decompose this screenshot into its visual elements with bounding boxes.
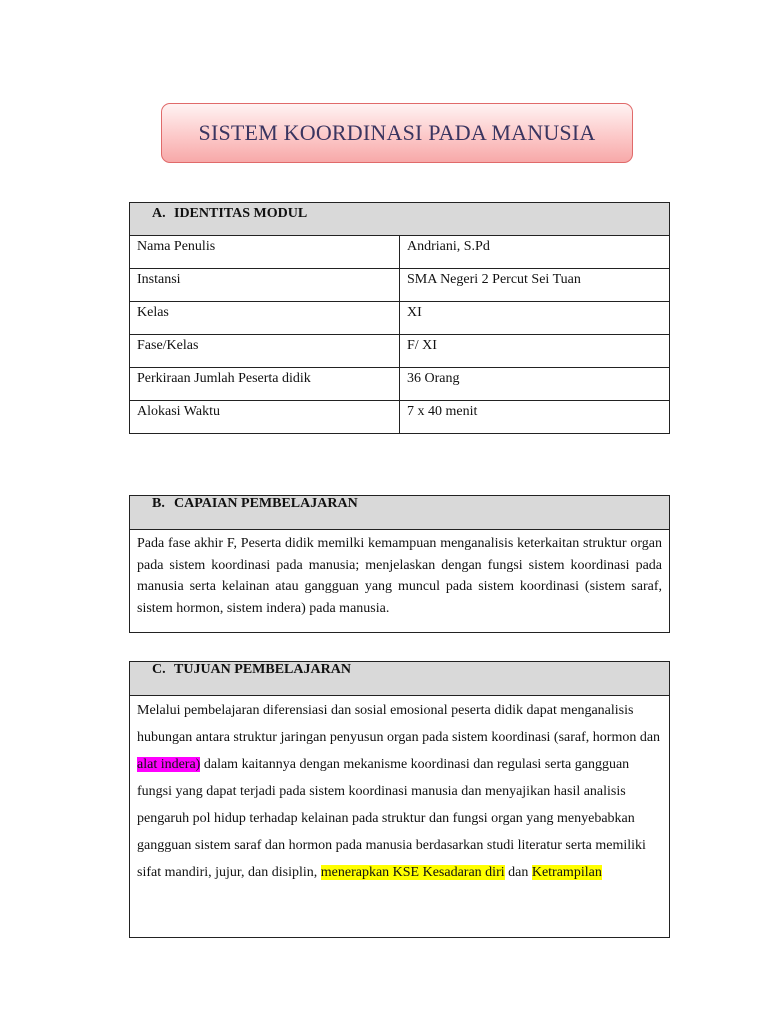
row-value: 36 Orang bbox=[400, 368, 670, 401]
section-c-header bbox=[130, 662, 670, 696]
section-a-heading bbox=[130, 203, 670, 236]
capaian-text: Pada fase akhir F, Peserta didik memilki kemampuan menganalisis keterkaitan struktur organ pada sistem koordinasi pada manusia; menjelaskan dengan fungsi sistem koordinasi pada manusia serta kelainan atau gangguan yang muncul pada sistem koordinasi (sistem saraf, sistem hormon, sistem indera) pada manusia. bbox=[130, 530, 670, 633]
section-a-title: IDENTITAS MODUL bbox=[174, 206, 308, 221]
section-c-letter: C. bbox=[152, 662, 166, 677]
tujuan-text-part-3: dan bbox=[504, 865, 532, 880]
row-label: Perkiraan Jumlah Peserta didik bbox=[130, 368, 400, 401]
row-label: Nama Penulis bbox=[130, 236, 400, 269]
identitas-modul-table bbox=[129, 202, 670, 434]
table-row bbox=[130, 335, 670, 368]
table-row bbox=[130, 269, 670, 302]
table-row bbox=[130, 368, 670, 401]
row-label: Alokasi Waktu bbox=[130, 401, 400, 434]
row-label: Kelas bbox=[130, 302, 400, 335]
table-row bbox=[130, 302, 670, 335]
section-c-heading bbox=[130, 662, 670, 696]
section-a-header bbox=[130, 203, 670, 236]
section-b-heading bbox=[130, 496, 670, 530]
tujuan-pembelajaran-table bbox=[129, 661, 670, 938]
tujuan-text-part-2: dalam kaitannya dengan mekanisme koordinasi dan regulasi serta gangguan fungsi yang dapat terjadi pada sistem koordinasi manusia dan menyajikan hasil analisis pengaruh pol hidup terhadap kelainan pada struktur dan fungsi organ yang menyebabkan gangguan sistem saraf dan hormon pada manusia berdasarkan studi literatur serta memiliki sifat mandiri, jujur, dan disiplin, bbox=[137, 757, 646, 880]
table-row bbox=[130, 236, 670, 269]
section-a-letter: A. bbox=[152, 206, 166, 221]
section-b-letter: B. bbox=[152, 496, 165, 511]
capaian-pembelajaran-table bbox=[129, 495, 670, 633]
row-value: Andriani, S.Pd bbox=[400, 236, 670, 269]
highlight-alat-indera: alat indera) bbox=[137, 757, 201, 772]
section-b-header bbox=[130, 496, 670, 530]
section-b-title: CAPAIAN PEMBELAJARAN bbox=[174, 496, 358, 511]
tujuan-text bbox=[130, 696, 670, 938]
section-c-title: TUJUAN PEMBELAJARAN bbox=[174, 662, 351, 677]
document-title-box bbox=[161, 103, 633, 163]
row-value: XI bbox=[400, 302, 670, 335]
tujuan-text-part-1: Melalui pembelajaran diferensiasi dan sosial emosional peserta didik dapat menganalisis hubungan antara struktur jaringan penyusun organ pada sistem koordinasi (saraf, hormon dan bbox=[137, 703, 661, 745]
row-label: Instansi bbox=[130, 269, 400, 302]
table-row bbox=[130, 401, 670, 434]
row-value: SMA Negeri 2 Percut Sei Tuan bbox=[400, 269, 670, 302]
section-b-body bbox=[130, 530, 670, 633]
row-label: Fase/Kelas bbox=[130, 335, 400, 368]
highlight-ketrampilan: Ketrampilan bbox=[531, 865, 602, 880]
document-title: SISTEM KOORDINASI PADA MANUSIA bbox=[198, 120, 596, 145]
row-value: F/ XI bbox=[400, 335, 670, 368]
section-c-body bbox=[130, 696, 670, 938]
highlight-kse: menerapkan KSE Kesadaran diri bbox=[320, 865, 505, 880]
row-value: 7 x 40 menit bbox=[400, 401, 670, 434]
